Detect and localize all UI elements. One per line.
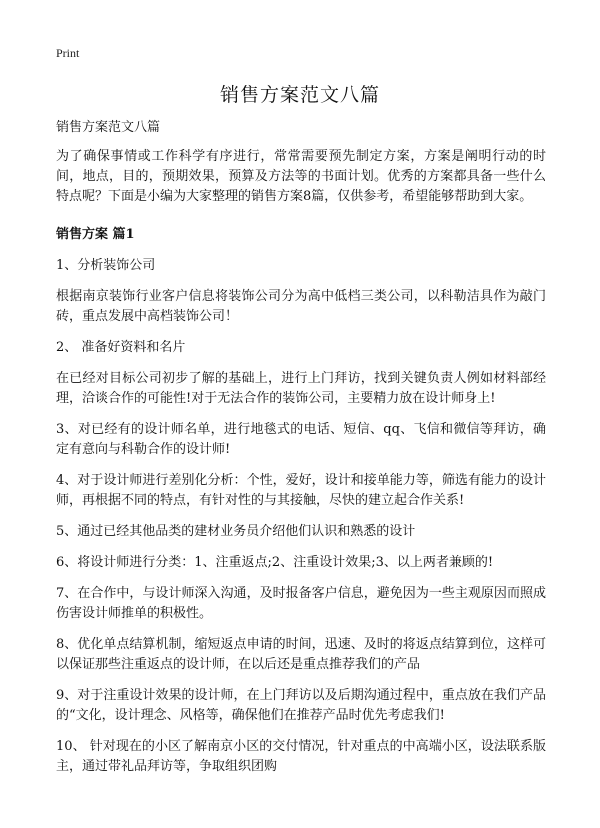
paragraph: 8、优化单点结算机制，缩短返点申请的时间，迅速、及时的将返点结算到位，这样可以保证那些注重返点的设计师，在以后还是重点推荐我们的产品 <box>56 637 546 672</box>
paragraph: 3、对已经有的设计师名单，进行地毯式的电话、短信、qq、飞信和微信等拜访，确定有意向与科勒合作的设计师! <box>56 422 546 457</box>
paragraph: 6、将设计师进行分类：1、注重返点;2、注重设计效果;3、以上两者兼顾的! <box>56 555 494 570</box>
section-heading: 销售方案 篇1 <box>56 227 135 242</box>
paragraph: 4、对于设计师进行差别化分析：个性，爱好，设计和接单能力等，筛选有能力的设计师，再根据不同的特点，有针对性的与其接触，尽快的建立起合作关系! <box>56 473 546 508</box>
document-title: 销售方案范文八篇 <box>219 84 380 106</box>
paragraph: 5、通过已经其他品类的建材业务员介绍他们认识和熟悉的设计 <box>56 524 416 539</box>
paragraph: 9、对于注重设计效果的设计师，在上门拜访以及后期沟通过程中，重点放在我们产品的“文化，设计理念、风格等，确保他们在推荐产品时优先考虑我们! <box>56 688 546 723</box>
paragraph: 10、 针对现在的小区了解南京小区的交付情况，针对重点的中高端小区，设法联系版主，通过带礼品拜访等，争取组织团购 <box>56 739 546 774</box>
document-subtitle: 销售方案范文八篇 <box>56 120 161 135</box>
print-label: Print <box>56 46 80 60</box>
paragraph: 7、在合作中，与设计师深入沟通，及时报备客户信息，避免因为一些主观原因而照成伤害设计师推单的积极性。 <box>56 586 546 621</box>
intro-paragraph: 为了确保事情或工作科学有序进行，常常需要预先制定方案，方案是阐明行动的时间，地点，目的，预期效果，预算及方法等的书面计划。优秀的方案都具备一些什么特点呢？下面是小编为大家整理的销售方案8篇，仅供参考，希望能够帮助到大家。 <box>56 149 546 204</box>
document-body <box>56 118 546 788</box>
paragraph: 1、分析装饰公司 <box>56 258 156 273</box>
paragraph: 2、 准备好资料和名片 <box>56 340 186 355</box>
paragraph: 根据南京装饰行业客户信息将装饰公司分为高中低档三类公司，以科勒洁具作为敲门砖，重点发展中高档装饰公司！ <box>56 289 546 324</box>
paragraph: 在已经对目标公司初步了解的基础上，进行上门拜访，找到关键负责人例如材料部经理，洽谈合作的可能性!对于无法合作的装饰公司，主要精力放在设计师身上! <box>56 371 546 406</box>
